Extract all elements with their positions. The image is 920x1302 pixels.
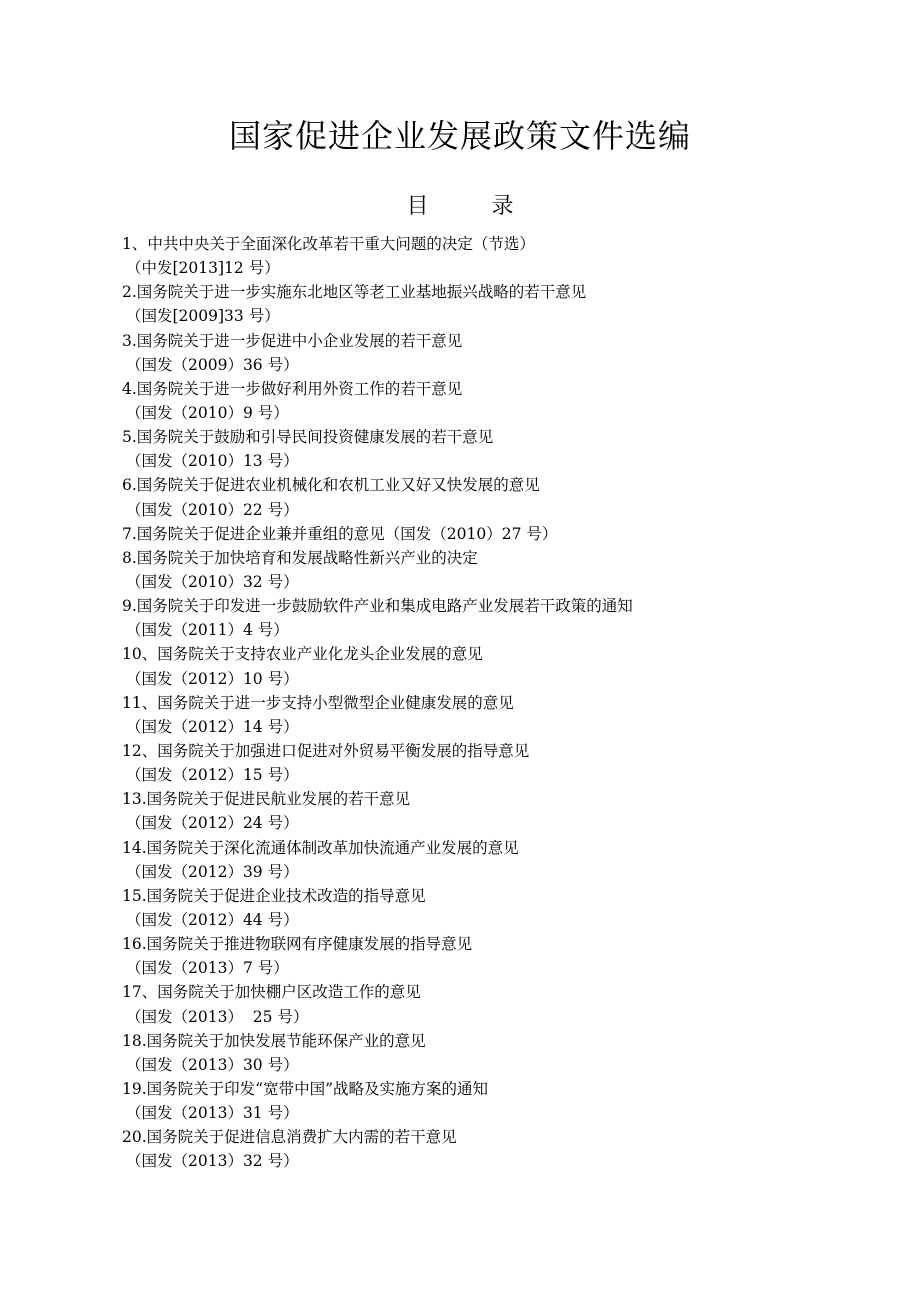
toc-entry-2-title: 2.国务院关于进一步实施东北地区等老工业基地振兴战略的若干意见 xyxy=(122,283,587,302)
toc-entry-19-title: 19.国务院关于印发“宽带中国”战略及实施方案的通知 xyxy=(122,1079,488,1098)
toc-entry-10-ref: （国发（2012）10 号） xyxy=(126,669,299,688)
table-of-contents xyxy=(122,232,822,1173)
toc-entry-17-title: 17、国务院关于加快棚户区改造工作的意见 xyxy=(122,983,421,1002)
toc-entry-14-ref: （国发（2012）39 号） xyxy=(126,862,299,881)
toc-entry-13-ref: （国发（2012）24 号） xyxy=(126,814,299,833)
document-title: 国家促进企业发展政策文件选编 xyxy=(228,117,691,155)
toc-entry-3-ref: （国发（2009）36 号） xyxy=(126,355,299,374)
toc-entry-4-ref: （国发（2010）9 号） xyxy=(126,403,289,422)
toc-entry-8-title: 8.国务院关于加快培育和发展战略性新兴产业的决定 xyxy=(122,548,478,567)
toc-entry-5-ref: （国发（2010）13 号） xyxy=(126,452,299,471)
toc-entry-14-title: 14.国务院关于深化流通体制改革加快流通产业发展的意见 xyxy=(122,838,519,857)
toc-entry-12-ref: （国发（2012）15 号） xyxy=(126,766,299,785)
toc-entry-10-title: 10、国务院关于支持农业产业化龙头企业发展的意见 xyxy=(122,645,483,664)
toc-entry-9-title: 9.国务院关于印发进一步鼓励软件产业和集成电路产业发展若干政策的通知 xyxy=(122,597,633,616)
toc-entry-18-title: 18.国务院关于加快发展节能环保产业的意见 xyxy=(122,1031,426,1050)
toc-entry-2-ref: （国发[2009]33 号） xyxy=(126,307,280,326)
toc-entry-15-ref: （国发（2012）44 号） xyxy=(126,910,299,929)
toc-entry-19-ref: （国发（2013）31 号） xyxy=(126,1104,299,1123)
toc-entry-5-title: 5.国务院关于鼓励和引导民间投资健康发展的若干意见 xyxy=(122,428,494,447)
toc-entry-1-title: 1、中共中央关于全面深化改革若干重大问题的决定（节选） xyxy=(122,235,535,253)
toc-entry-13-title: 13.国务院关于促进民航业发展的若干意见 xyxy=(122,790,411,809)
toc-entry-8-ref: （国发（2010）32 号） xyxy=(126,572,299,591)
toc-entry-12-title: 12、国务院关于加强进口促进对外贸易平衡发展的指导意见 xyxy=(122,741,530,760)
toc-entry-6-title: 6.国务院关于促进农业机械化和农机工业又好又快发展的意见 xyxy=(122,476,540,495)
toc-entry-15-title: 15.国务院关于促进企业技术改造的指导意见 xyxy=(122,886,426,905)
toc-entry-4-title: 4.国务院关于进一步做好利用外资工作的若干意见 xyxy=(122,379,463,398)
toc-entry-16-ref: （国发（2013）7 号） xyxy=(126,959,289,978)
toc-entry-3-title: 3.国务院关于进一步促进中小企业发展的若干意见 xyxy=(122,331,463,350)
toc-entry-7-title: 7.国务院关于促进企业兼并重组的意见（国发（2010）27 号） xyxy=(122,524,558,543)
toc-heading: 目 录 xyxy=(406,194,542,219)
toc-entry-6-ref: （国发（2010）22 号） xyxy=(126,500,299,519)
toc-entry-11-title: 11、国务院关于进一步支持小型微型企业健康发展的意见 xyxy=(122,693,514,712)
toc-entry-9-ref: （国发（2011）4 号） xyxy=(126,621,289,640)
toc-entry-1-ref: （中发[2013]12 号） xyxy=(126,259,280,278)
toc-entry-16-title: 16.国务院关于推进物联网有序健康发展的指导意见 xyxy=(122,935,473,954)
toc-entry-20-title: 20.国务院关于促进信息消费扩大内需的若干意见 xyxy=(122,1128,457,1147)
toc-entry-17-ref: （国发（2013） 25 号） xyxy=(126,1007,309,1026)
toc-entry-20-ref: （国发（2013）32 号） xyxy=(126,1152,299,1171)
toc-entry-11-ref: （国发（2012）14 号） xyxy=(126,717,299,736)
toc-entry-18-ref: （国发（2013）30 号） xyxy=(126,1055,299,1074)
